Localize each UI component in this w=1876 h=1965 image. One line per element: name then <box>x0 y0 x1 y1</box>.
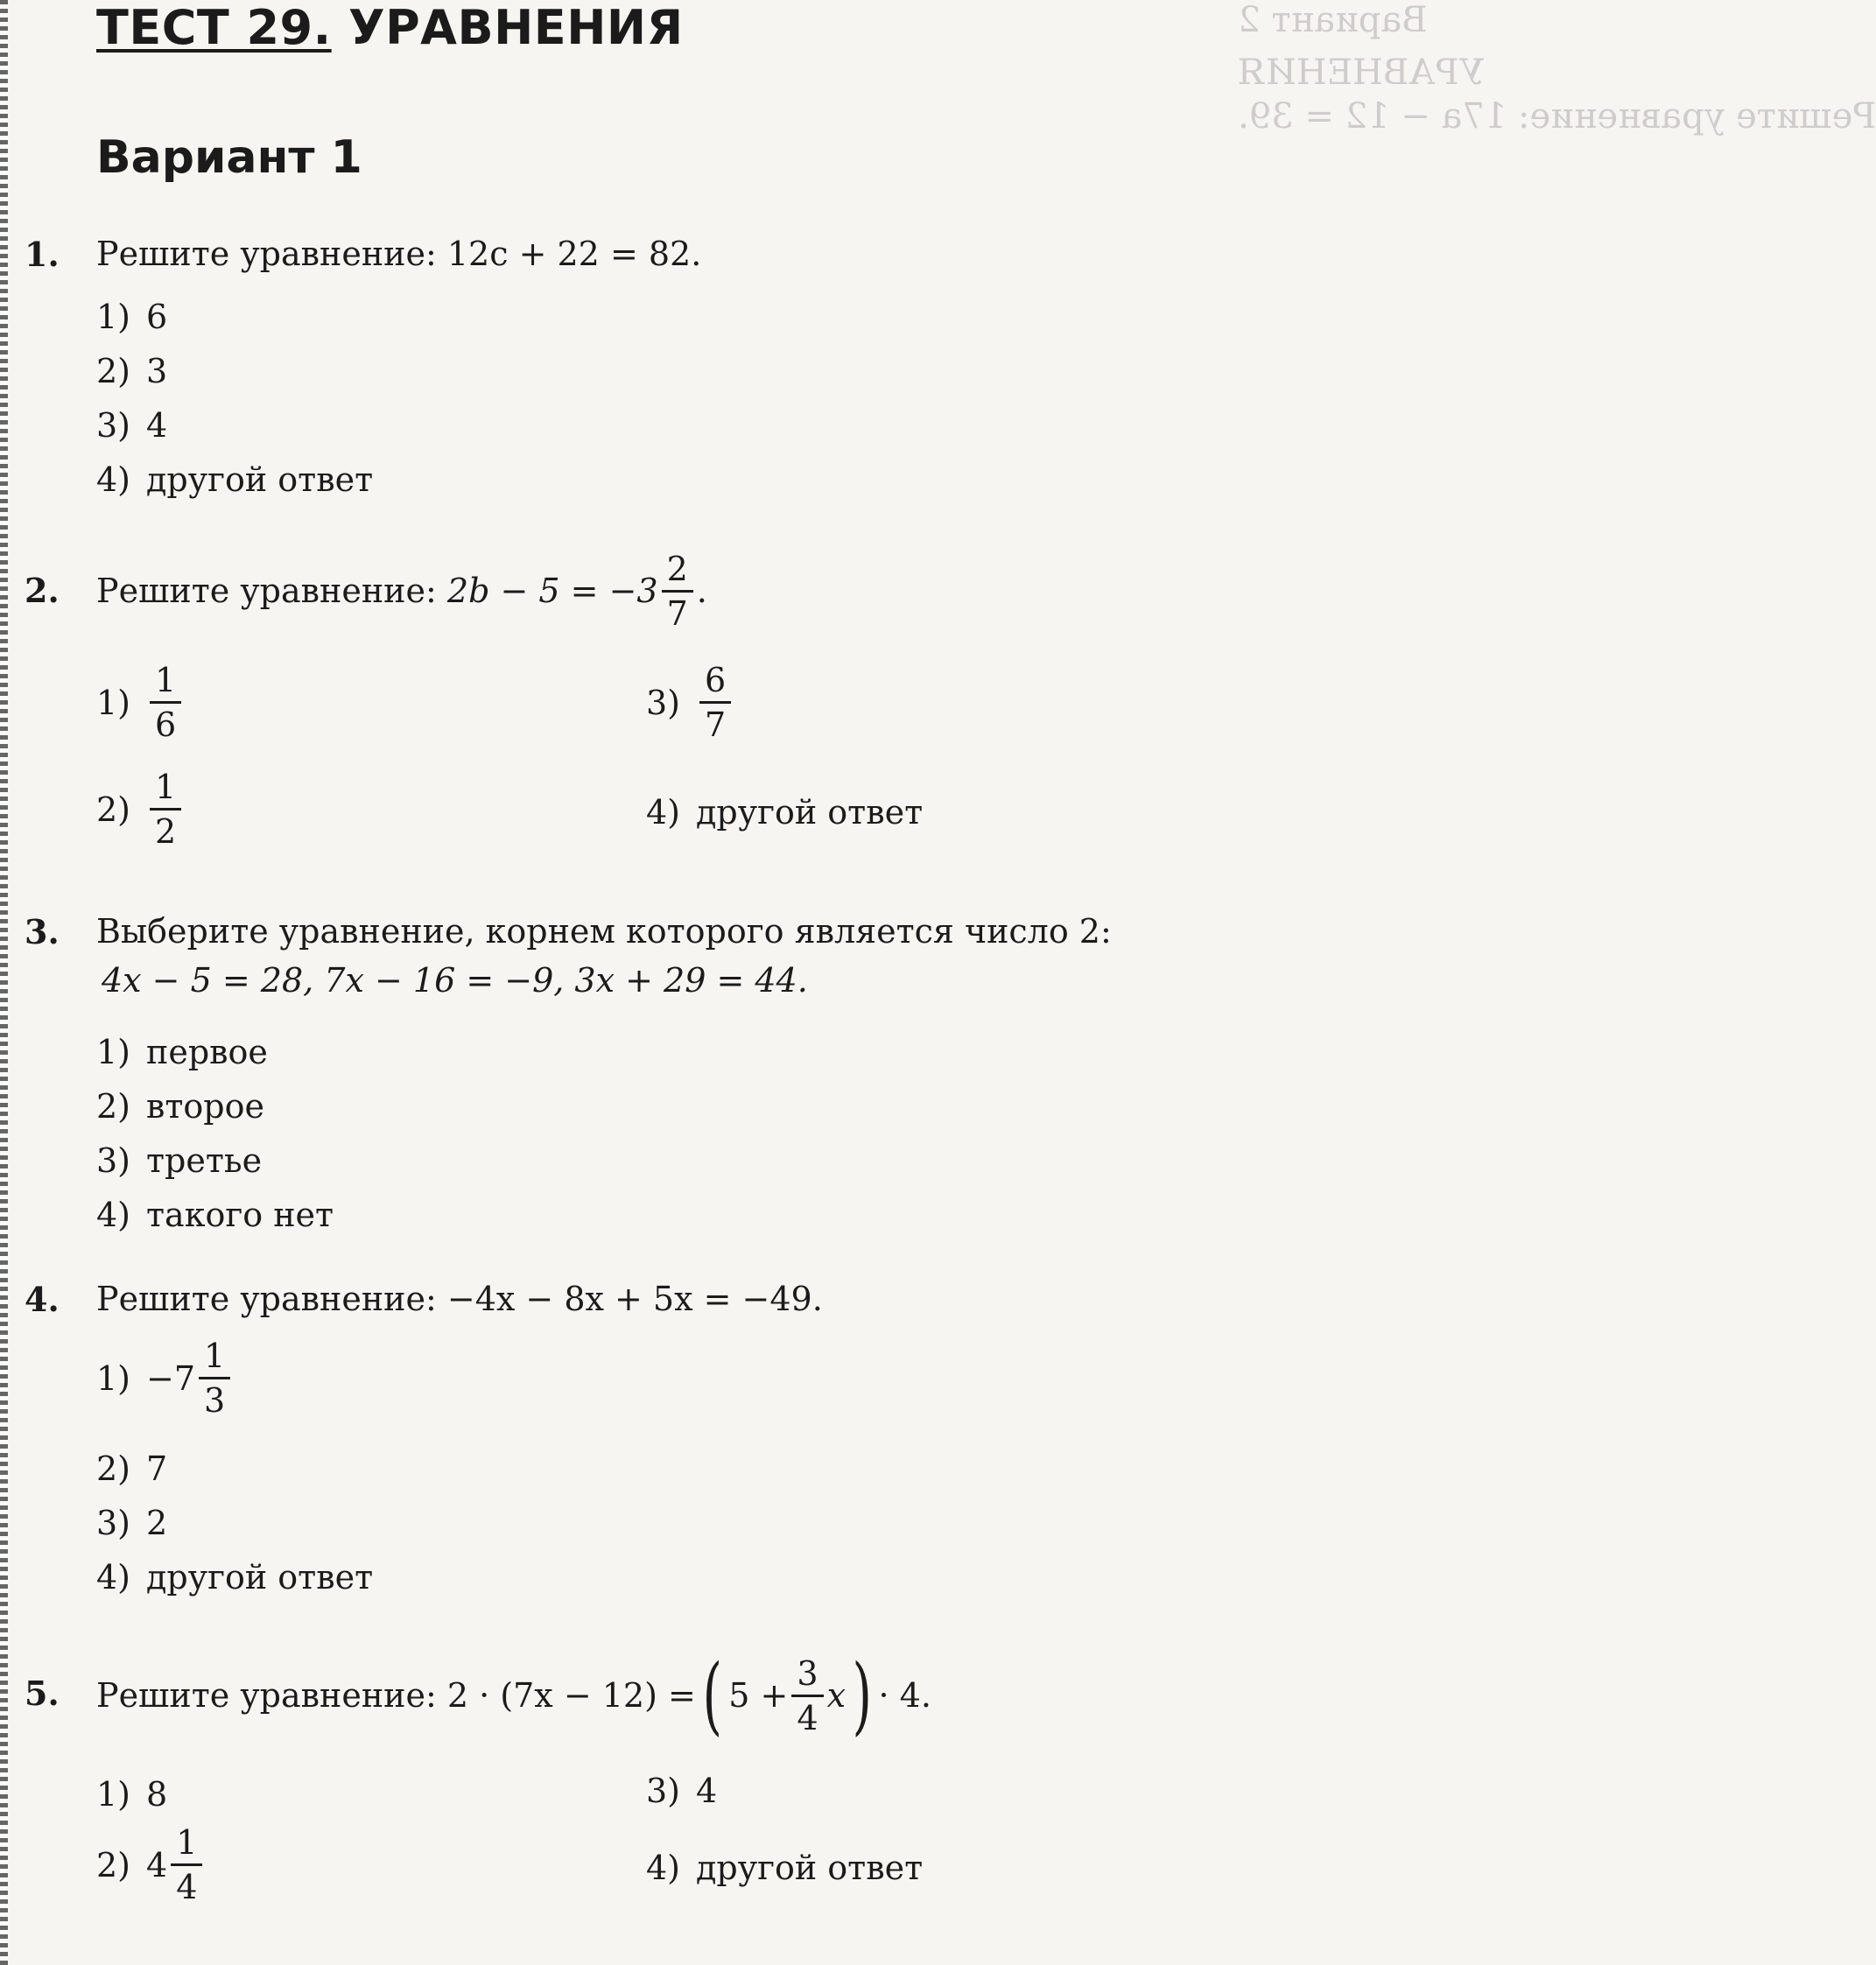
answer-option: 1) 6 <box>96 298 168 336</box>
answer-option: 4) другой ответ <box>646 1849 924 1887</box>
right-paren: ) <box>852 1646 872 1744</box>
bleed-line: Вариант 2 <box>1238 0 1428 40</box>
variant-title: Вариант 1 <box>96 131 362 184</box>
answer-option: 4) другой ответ <box>646 793 924 832</box>
test-topic: УРАВНЕНИЯ <box>331 0 684 55</box>
equation: 2b − 5 = −3 <box>446 572 658 610</box>
answer-option: 1) первое <box>96 1033 268 1071</box>
question-number: 3. <box>25 912 60 951</box>
answer-option: 2) 3 <box>96 352 168 390</box>
question-text: Решите уравнение: −4x − 8x + 5x = −49. <box>96 1280 823 1318</box>
equation-list: 4x − 5 = 28, 7x − 16 = −9, 3x + 29 = 44. <box>102 961 808 1000</box>
answer-option: 1) 8 <box>96 1775 168 1814</box>
question-text: Решите уравнение: 2b − 5 = −3 $\frac{2}{7}$ . <box>96 549 707 633</box>
fraction: $\frac{3}{4}$ <box>791 1657 823 1735</box>
answer-option: 2) 7 <box>96 1449 168 1488</box>
answer-option: 1) $\frac{1}{6}$ <box>96 663 185 741</box>
answer-option: 1) −7 $\frac{1}{3}$ <box>96 1339 234 1417</box>
answer-option: 4) другой ответ <box>96 460 374 499</box>
answer-option: 3) 2 <box>96 1504 168 1542</box>
question-number: 2. <box>25 571 60 610</box>
answer-option: 2) $\frac{1}{2}$ <box>96 770 185 848</box>
fraction: $\frac{2}{7}$ <box>662 552 693 630</box>
answer-option: 3) 4 <box>646 1772 718 1810</box>
left-paren: ( <box>702 1646 722 1744</box>
answer-option: 3) $\frac{6}{7}$ <box>646 663 734 741</box>
question-text: Выберите уравнение, корнем которого является число 2: <box>96 912 1112 951</box>
answer-option: 3) третье <box>96 1141 263 1180</box>
page-title <box>96 0 684 55</box>
test-number: ТЕСТ 29. <box>96 0 332 55</box>
answer-option: 4) такого нет <box>96 1196 334 1234</box>
page-binding-edge <box>0 0 8 1965</box>
answer-option: 4) другой ответ <box>96 1558 374 1597</box>
question-text: Решите уравнение: 12c + 22 = 82. <box>96 235 702 273</box>
answer-option: 3) 4 <box>96 406 168 445</box>
bleed-line: Решите уравнение: 17a − 12 = 39. <box>1238 96 1876 137</box>
equation: 2 · (7x − 12) = <box>446 1676 696 1715</box>
question-number: 1. <box>25 235 60 274</box>
question-number: 4. <box>25 1280 60 1319</box>
answer-option: 2) второе <box>96 1087 265 1126</box>
bleed-line: УРАВНЕНИЯ <box>1238 53 1485 93</box>
bleed-through-text <box>910 0 1876 1965</box>
question-number: 5. <box>25 1674 60 1713</box>
answer-option: 2) 4 $\frac{1}{4}$ <box>96 1826 206 1904</box>
question-text: Решите уравнение: 2 · (7x − 12) = ( 5 + $\frac{3}{4}$ x ) · 4. <box>96 1646 931 1744</box>
